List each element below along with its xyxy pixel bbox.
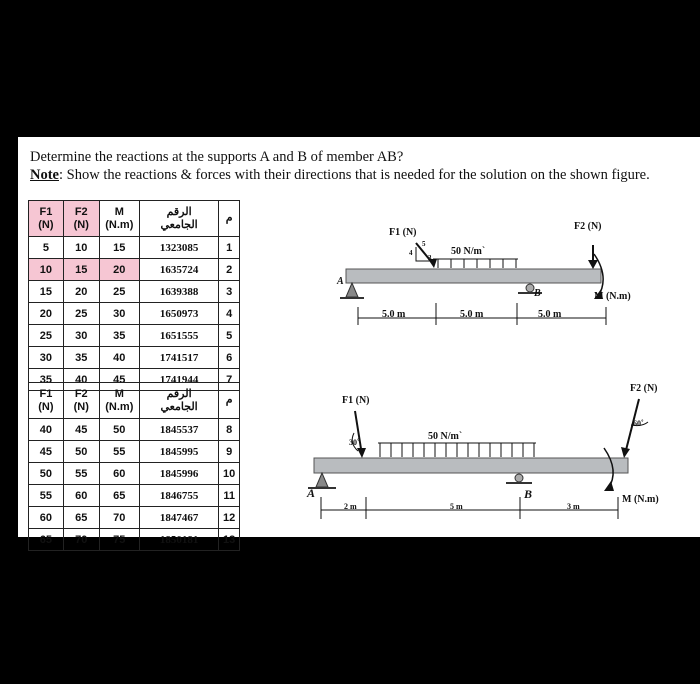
cell-f2: 20 [63, 281, 99, 303]
roller-support-b [515, 474, 523, 482]
cell-f2: 50 [63, 441, 99, 463]
cell-f1: 15 [29, 281, 64, 303]
cell-index: 2 [219, 259, 240, 281]
slope-vertical: 4 [409, 249, 413, 257]
note-label: Note [30, 167, 59, 183]
header-m: M (N.m) [99, 383, 139, 419]
cell-id: 1323085 [139, 237, 218, 259]
cell-m: 70 [99, 507, 139, 529]
cell-m: 15 [99, 237, 139, 259]
f1-arrowhead [357, 448, 366, 458]
cell-f2: 55 [63, 463, 99, 485]
cell-f2: 45 [63, 419, 99, 441]
load-label-2: 50 N/m` [428, 431, 463, 442]
cell-m: 30 [99, 303, 139, 325]
support-a-label-2: A [307, 486, 316, 500]
slope-horizontal: 3 [428, 254, 432, 262]
angle-label-60: 60˚ [633, 419, 644, 428]
cell-f1: 45 [29, 441, 64, 463]
cell-index: 12 [219, 507, 240, 529]
f1-label-1: F1 (N) [389, 227, 417, 238]
moment-arrowhead-2 [604, 481, 614, 491]
cell-id: 1845995 [139, 441, 218, 463]
f2-label-1: F2 (N) [574, 221, 602, 232]
cell-f1: 20 [29, 303, 64, 325]
dim-label: 2 m [344, 502, 357, 511]
header-f1: F1 (N) [29, 201, 64, 237]
header-m: M (N.m) [99, 201, 139, 237]
header-f1: F1 (N) [29, 383, 64, 419]
cell-id: 1845996 [139, 463, 218, 485]
note-text: : Show the reactions & forces with their directions that is needed for the solution on the shown figure. [59, 167, 650, 183]
beam-figure-2 [18, 137, 700, 537]
support-b-label-1: B [534, 288, 541, 299]
cell-id: 1635724 [139, 259, 218, 281]
dim-label: 5.0 m [382, 309, 406, 320]
cell-f2: 40 [63, 369, 99, 391]
cell-f1: 5 [29, 237, 64, 259]
cell-m: 40 [99, 347, 139, 369]
cell-f2: 35 [63, 347, 99, 369]
cell-index: 5 [219, 325, 240, 347]
cell-f1: 10 [29, 259, 64, 281]
cell-m: 55 [99, 441, 139, 463]
moment-label-2: M (N.m) [622, 494, 659, 505]
cell-id: 1845537 [139, 419, 218, 441]
cell-id: 1846755 [139, 485, 218, 507]
support-a-label-1: A [337, 276, 344, 287]
header-id: الرقم الجامعي [139, 201, 218, 237]
cell-index: 13 [219, 529, 240, 551]
cell-m: 75 [99, 529, 139, 551]
cell-f2: 25 [63, 303, 99, 325]
cell-f1: 40 [29, 419, 64, 441]
f1-label-2: F1 (N) [342, 395, 370, 406]
cell-id: 1741944 [139, 369, 218, 391]
header-id: الرقم الجامعي [139, 383, 218, 419]
cell-f1: 25 [29, 325, 64, 347]
dim-label: 5 m [450, 502, 463, 511]
problem-sheet [18, 137, 700, 546]
cell-f2: 60 [63, 485, 99, 507]
cell-index: 9 [219, 441, 240, 463]
pin-support-a [316, 473, 328, 487]
cell-index: 3 [219, 281, 240, 303]
header-f2: F2 (N) [63, 201, 99, 237]
cell-m: 35 [99, 325, 139, 347]
cell-f2: 15 [63, 259, 99, 281]
cell-index: 8 [219, 419, 240, 441]
cell-m: 60 [99, 463, 139, 485]
cell-f1: 55 [29, 485, 64, 507]
f2-arrowhead [621, 447, 630, 458]
distributed-load-arrows-2 [380, 443, 534, 457]
cell-f1: 65 [29, 529, 64, 551]
cell-index: 4 [219, 303, 240, 325]
cell-f2: 65 [63, 507, 99, 529]
cell-f2: 30 [63, 325, 99, 347]
header-f2: F2 (N) [63, 383, 99, 419]
cell-m: 25 [99, 281, 139, 303]
cell-f1: 60 [29, 507, 64, 529]
cell-index: 7 [219, 369, 240, 391]
dim-label: 5.0 m [538, 309, 562, 320]
cell-id: 1741517 [139, 347, 218, 369]
cell-id: 1639388 [139, 281, 218, 303]
cell-id: 1847467 [139, 507, 218, 529]
cell-f1: 50 [29, 463, 64, 485]
moment-label-1: M (N.m) [594, 291, 631, 302]
cell-index: 1 [219, 237, 240, 259]
slope-hyp: 5 [422, 240, 426, 248]
cell-m: 50 [99, 419, 139, 441]
cell-index: 6 [219, 347, 240, 369]
support-b-label-2: B [524, 487, 533, 501]
dim-label: 5.0 m [460, 309, 484, 320]
cell-id: 1850181 [139, 529, 218, 551]
cell-f1: 30 [29, 347, 64, 369]
cell-m: 45 [99, 369, 139, 391]
cell-m: 65 [99, 485, 139, 507]
dim-label: 3 m [567, 502, 580, 511]
f2-label-2: F2 (N) [630, 383, 658, 394]
cell-f1: 35 [29, 369, 64, 391]
cell-m: 20 [99, 259, 139, 281]
cell-index: 11 [219, 485, 240, 507]
cell-id: 1651555 [139, 325, 218, 347]
header-index: م [219, 201, 240, 237]
question-text: Determine the reactions at the supports A and B of member AB? [30, 149, 404, 165]
cell-index: 10 [219, 463, 240, 485]
cell-f2: 10 [63, 237, 99, 259]
load-label-1: 50 N/m` [451, 246, 486, 257]
cell-id: 1650973 [139, 303, 218, 325]
cell-f2: 70 [63, 529, 99, 551]
beam-2 [314, 458, 628, 473]
angle-label-30: 30˚ [349, 438, 360, 447]
header-index: م [219, 383, 240, 419]
